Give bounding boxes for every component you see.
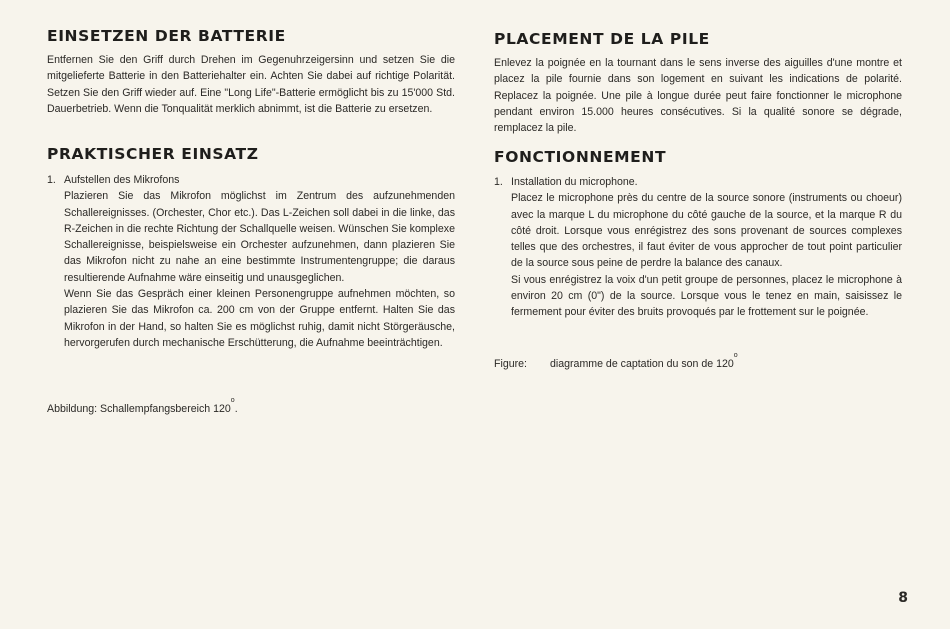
battery-text-de: Entfernen Sie den Griff durch Drehen im Gegenuhrzeigersinn und setzen Sie die mitgelieferte Batterie in den Batteriehalter ein. Achten Sie dabei auf richtige Polarität. Setzen Sie den Griff wieder auf. Eine "Long Life"-Batterie ermöglicht bis zu 15'000 Std. Dauerbetrieb. Wenn die Tonqualität merklich abnimmt, ist die Batterie zu ersetzen. [47, 54, 455, 115]
setup-paragraph-2-fr: Si vous enrégistrez la voix d'un petit groupe de personnes, placez le microphone à environ 20 cm (0") de la source. Lorsque vous le tenez en main, saisissez le fermement pour éviter des bruits provoqués par le frottement sur le poignée. [511, 273, 902, 319]
figure-caption-fr [494, 352, 902, 372]
battery-text-fr: Enlevez la poignée en la tournant dans le sens inverse des aiguilles d'une montre et placez la pile fournie dans son logement en suivant les indications de polarité. Replacez la poignée. Une pile à longue durée peut faire fonctionner le microphone pendant environ 15.000 heures consécutives. Si la qualité sonore se dégrade, remplacez la pile. [494, 57, 902, 135]
caption-label: Figure: [494, 358, 527, 370]
caption-text: diagramme de captation du son de 120 [550, 358, 734, 370]
heading-usage-fr: FONCTIONNEMENT [494, 148, 667, 166]
list-number: 1. [494, 176, 503, 188]
heading-battery-fr: PLACEMENT DE LA PILE [494, 30, 710, 48]
page-number: 8 [898, 590, 908, 606]
list-number: 1. [47, 174, 56, 186]
degree-sign: o [733, 352, 738, 359]
caption-period: . [234, 403, 238, 415]
figure-caption-de [47, 397, 455, 417]
list-title: Aufstellen des Mikrofons [64, 174, 180, 186]
list-item-setup-fr [494, 174, 902, 321]
caption-text: Schallempfangsbereich 120 [100, 403, 231, 415]
caption-label: Abbildung: [47, 403, 98, 415]
setup-paragraph-1-fr: Placez le microphone près du centre de la source sonore (instruments ou choeur) avec la marque L du microphone du côté gauche de la source, et la marque R du côté droit. Lorsque vous enrégistrez des sons provenant de sources complexes telles que des orchestres, il faut éviter de vous approcher de tout point particulier de la source sous peine de perdre la balance des canaux. [511, 192, 902, 270]
degree-sign: o [230, 397, 235, 404]
heading-usage-de: PRAKTISCHER EINSATZ [47, 145, 259, 163]
list-item-setup-de [47, 172, 455, 351]
setup-paragraph-2-de: Wenn Sie das Gespräch einer kleinen Personengruppe aufnehmen möchten, so plazieren Sie das Mikrofon ca. 200 cm von der Gruppe entfernt. Halten Sie das Mikrofon in der Hand, so halten Sie es möglichst ruhig, damit nicht Störgeräusche, hervorgerufen durch mechanische Erschütterung, die Aufnahme beeinträchtigen. [64, 288, 455, 349]
setup-paragraph-1-de: Plazieren Sie das Mikrofon möglichst im Zentrum des aufzunehmenden Schallereignisses. (Orchester, Chor etc.). Das L-Zeichen soll dabei in die linke, das R-Zeichen in die rechte Richtung der Schallquelle weisen. Wünschen Sie komplexe Schallereignisse, beispielsweise ein Orchester aufzunehmen, dann plazieren Sie das Mikrofon nicht zu nahe an eine bestimmte Instrumentengruppe; die daraus resultierende Aufnahme wäre einseitig und unausgeglichen. [64, 190, 455, 284]
list-title: Installation du microphone. [511, 176, 638, 188]
heading-battery-de: EINSETZEN DER BATTERIE [47, 27, 286, 45]
